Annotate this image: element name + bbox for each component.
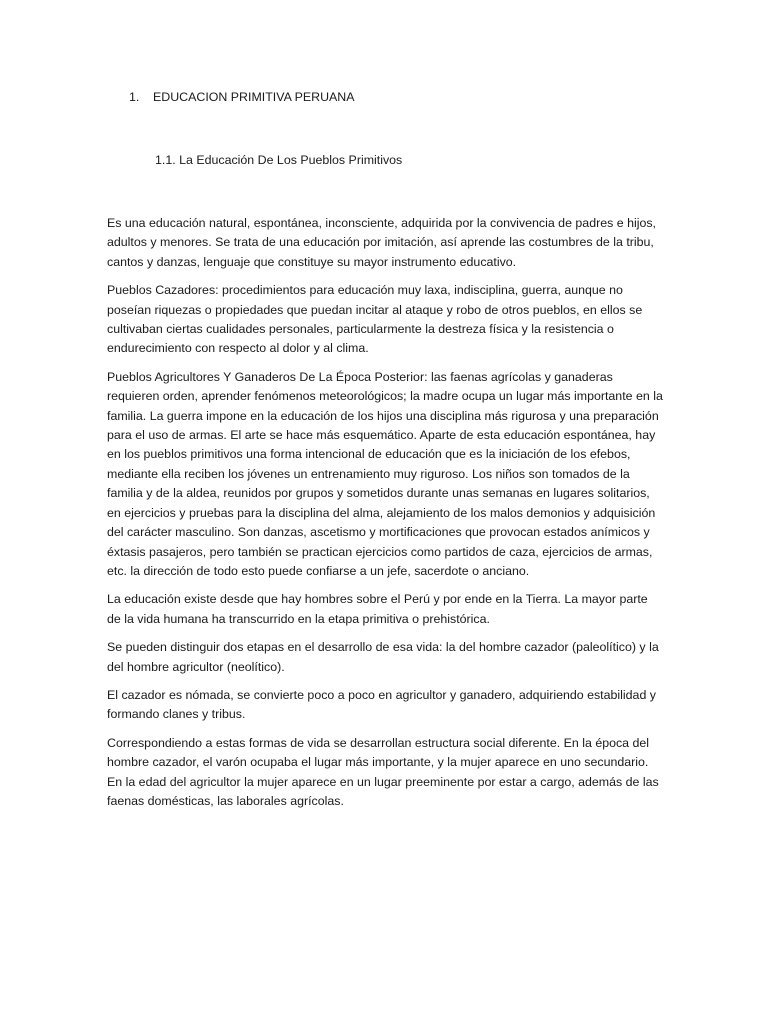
paragraph: Es una educación natural, espontánea, inconsciente, adquirida por la convivencia de padres e hijos, adultos y menores. Se trata de una educación por imitación, así aprende las costumbres de la tribu, cantos y danzas, lenguaje que constituye su mayor instrumento educativo. (107, 216, 656, 269)
paragraph: Pueblos Cazadores: procedimientos para educación muy laxa, indisciplina, guerra, aunque no poseían riquezas o propiedades que puedan incitar al ataque y robo de otros pueblos, en ellos se cultivaban ciertas cualidades personales, particularmente la destreza física y la resistencia o endurecimiento con respecto al dolor y al clima. (107, 283, 643, 356)
paragraph: Correspondiendo a estas formas de vida se desarrollan estructura social diferente. En la época del hombre cazador, el varón ocupaba el lugar más importante, y la mujer aparece en uno secundario. En la edad del agricultor la mujer aparece en un lugar preeminente por estar a cargo, además de las faenas domésticas, las laborales agrícolas. (107, 735, 659, 808)
section-number: 1. (129, 90, 140, 104)
body-text (107, 214, 663, 820)
section-heading (129, 88, 355, 107)
subsection-heading: 1.1. La Educación De Los Pueblos Primitivos (155, 153, 403, 167)
paragraph: La educación existe desde que hay hombres sobre el Perú y por ende en la Tierra. La mayor parte de la vida humana ha transcurrido en la etapa primitiva o prehistórica. (107, 592, 648, 626)
section-title: EDUCACION PRIMITIVA PERUANA (153, 90, 355, 104)
paragraph: Pueblos Agricultores Y Ganaderos De La Época Posterior: las faenas agrícolas y ganaderas requieren orden, aprender fenómenos meteorológicos; la madre ocupa un lugar más importante en la familia. La guerra impone en la educación de los hijos una disciplina más rigurosa y una preparación para el uso de armas. El arte se hace más esquemático. Aparte de esta educación espontánea, hay en los pueblos primitivos una forma intencional de educación que es la iniciación de los efebos, mediante ella reciben los jóvenes un entrenamiento muy riguroso. Los niños son tomados de la familia y de la aldea, reunidos por grupos y sometidos durante unas semanas en lugares solitarios, en ejercicios y pruebas para la disciplina del alma, alejamiento de los malos demonios y adquisición del carácter masculino. Son danzas, ascetismo y mortificaciones que provocan estados anímicos y éxtasis pasajeros, pero también se practican ejercicios como partidos de caza, ejercicios de armas, etc. la dirección de todo esto puede confiarse a un jefe, sacerdote o anciano. (107, 369, 663, 578)
paragraph: Se pueden distinguir dos etapas en el desarrollo de esa vida: la del hombre cazador (paleolítico) y la del hombre agricultor (neolítico). (107, 640, 659, 674)
paragraph: El cazador es nómada, se convierte poco a poco en agricultor y ganadero, adquiriendo estabilidad y formando clanes y tribus. (107, 687, 656, 722)
